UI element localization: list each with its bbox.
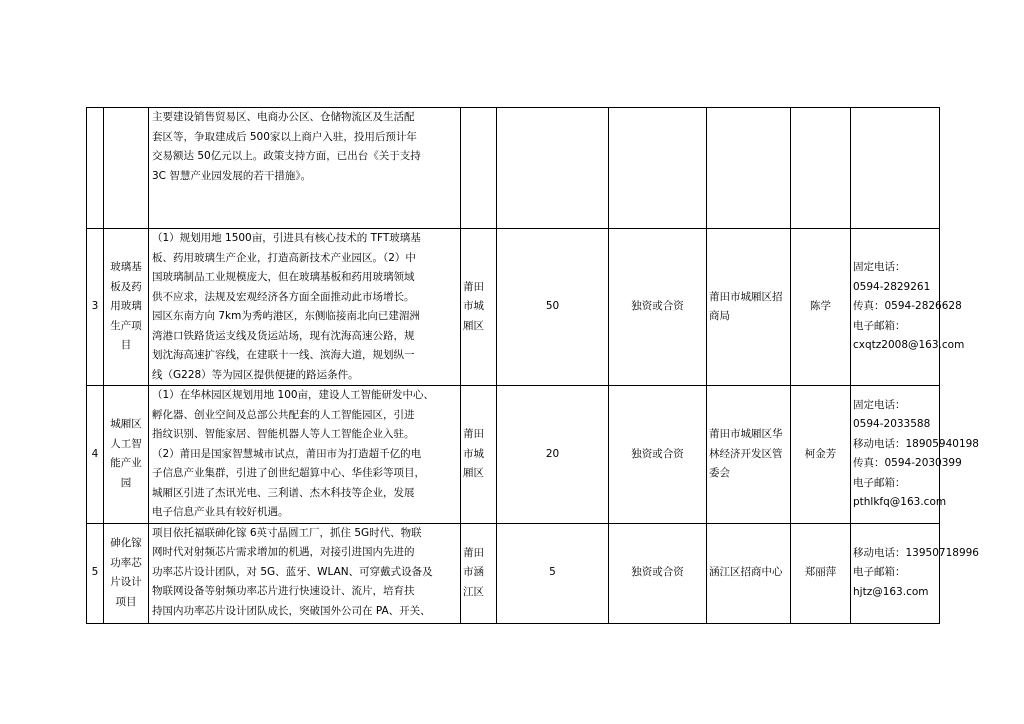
contact-person-cell [791,523,851,623]
contact-info-line: 电子邮箱： [853,566,906,579]
row-number-cell [87,523,104,623]
description-line: 板、药用玻璃生产企业，打造高新技术产业园区。（2）中 [152,251,416,264]
description-line: 物联网设备等射频功率芯片进行快速设计、流片，培育扶 [152,585,415,597]
project-location: 莆田市涵江区 [463,546,484,598]
contact-info-cell [851,523,979,623]
row-number: 5 [91,566,99,579]
description-line: （2）莆田是国家智慧城市试点，莆田市为打造超千亿的电 [152,447,422,460]
description-line: 套区等，争取建成后 500家以上商户入驻，投用后预计年 [152,130,417,143]
table-row [87,523,940,623]
location-cell [461,108,497,229]
cooperation-mode-cell [609,229,707,386]
description-line: 供不应求，法规及宏观经济各方面全面推动此市场增长。 [152,290,415,303]
description-line: （1）规划用地 1500亩，引进具有核心技术的 TFT玻璃基 [152,232,421,244]
contact-person-cell [791,386,851,524]
location-cell [461,386,497,524]
description-line: 主要建设销售贸易区、电商办公区、仓储物流区及生活配 [152,111,415,123]
project-name-cell [104,108,149,229]
contact-info-line: pthlkfq@163.com [853,496,947,509]
cooperation-mode-cell [609,523,707,623]
description-line: 交易额达 50亿元以上。政策支持方面，已出台《关于支持 [152,150,421,162]
row-number: 3 [91,300,99,313]
location-cell [461,229,497,386]
responsible-unit-cell [707,229,791,386]
description-line: 指纹识别、智能家居、智能机器人等人工智能企业入驻。 [152,428,415,440]
contact-info-cell [851,386,979,524]
project-name: 城厢区人工智能产业园 [110,418,142,489]
description-line: 线（G228）等为园区提供便捷的路运条件。 [152,368,359,381]
contact-info-line: 电子邮箱： [853,319,906,332]
location-cell [461,523,497,623]
description-line: （1）在华林园区规划用地 100亩，建设人工智能研发中心、 [152,389,435,401]
description-line: 持国内功率芯片设计团队成长，突破国外公司在 PA、开关、 [152,604,431,617]
contact-info-line: cxqtz2008@163.com [853,339,965,352]
description-line: 国玻璃制品工业规模庞大，但在玻璃基板和药用玻璃领域 [152,271,415,283]
row-number-cell [87,108,104,229]
contact-info-line: 固定电话： [853,398,906,411]
cooperation-mode: 独资或合资 [631,566,684,579]
project-location: 莆田市城厢区 [463,428,484,479]
investment-amount: 20 [545,447,560,460]
project-name-cell [104,386,149,524]
description-line: 孵化器、创业空间及总部公共配套的人工智能园区，引进 [152,408,415,421]
contact-info-line: 电子邮箱： [853,476,906,489]
description-line: 子信息产业集群，引进了创世纪超算中心、华佳彩等项目， [152,467,425,479]
cooperation-mode: 独资或合资 [631,447,684,460]
project-name: 玻璃基板及药用玻璃生产项目 [110,261,142,352]
contact-info-line: 0594-2033588 [853,418,931,431]
contact-person: 陈学 [810,300,831,313]
table-row [87,229,940,386]
description-line: 功率芯片设计团队，对 5G、蓝牙、WLAN、可穿戴式设备及 [152,565,433,578]
description-line: 3C 智慧产业园发展的若干措施》。 [152,169,312,182]
project-name: 砷化镓功率芯片设计项目 [110,537,142,608]
investment-projects-table [86,107,979,624]
table-row [87,108,940,229]
project-name-cell [104,229,149,386]
description-line: 划沈海高速扩容线，在建联十一线、滨海大道，规划纵一 [152,349,415,361]
contact-person: 柯金芳 [804,447,837,460]
contact-info-cell [851,229,965,386]
contact-info-line: 传真：0594-2826628 [853,300,962,313]
investment-cell [497,386,609,524]
contact-info-line: 固定电话： [853,261,906,274]
contact-person-cell [791,229,851,386]
contact-info-line: 移动电话：18905940198 [853,437,979,450]
project-description-cell [149,523,461,623]
responsible-unit: 涵江区招商中心 [709,566,783,579]
description-line: 项目依托福联砷化镓 6英寸晶圆工厂，抓住 5G时代、物联 [152,526,422,539]
cooperation-mode-cell [609,386,707,524]
cooperation-mode: 独资或合资 [631,300,684,313]
responsible-unit-cell [707,523,791,623]
row-number-cell [87,229,104,386]
table-row [87,386,940,524]
description-line: 网时代对射频芯片需求增加的机遇，对接引进国内先进的 [152,546,415,558]
responsible-unit: 莆田市城厢区招商局 [709,290,783,322]
description-line: 园区东南方向 7km为秀屿港区，东侧临接南北向已建湄洲 [152,310,420,322]
project-description-cell [149,108,461,229]
responsible-unit-cell [707,108,791,229]
project-name-cell [104,523,149,623]
contact-person: 郑丽萍 [804,566,837,579]
description-line: 湾港口铁路货运支线及货运站场，现有沈海高速公路，规 [152,329,415,342]
project-description-cell [149,229,461,386]
investment-cell [497,229,609,386]
row-number-cell [87,386,104,524]
description-line: 电子信息产业具有较好机遇。 [152,506,289,518]
project-location: 莆田市城厢区 [463,280,484,332]
investment-cell [497,523,609,623]
row-number: 4 [91,447,99,460]
contact-person-cell [791,108,851,229]
investment-cell [497,108,609,229]
contact-info-cell [851,108,940,229]
description-line: 城厢区引进了杰讯光电、三利谱、杰木科技等企业，发展 [152,486,415,499]
contact-info-line: 传真：0594-2030399 [853,457,962,470]
contact-info-line: 0594-2829261 [853,280,931,293]
responsible-unit-cell [707,386,791,524]
project-description-cell [149,386,461,524]
investment-amount: 50 [545,300,560,313]
contact-info-line: hjtz@163.com [853,585,929,598]
investment-amount: 5 [549,566,556,579]
contact-info-line: 移动电话：13950718996 [853,546,979,559]
cooperation-mode-cell [609,108,707,229]
responsible-unit: 莆田市城厢区华林经济开发区管委会 [709,428,783,479]
